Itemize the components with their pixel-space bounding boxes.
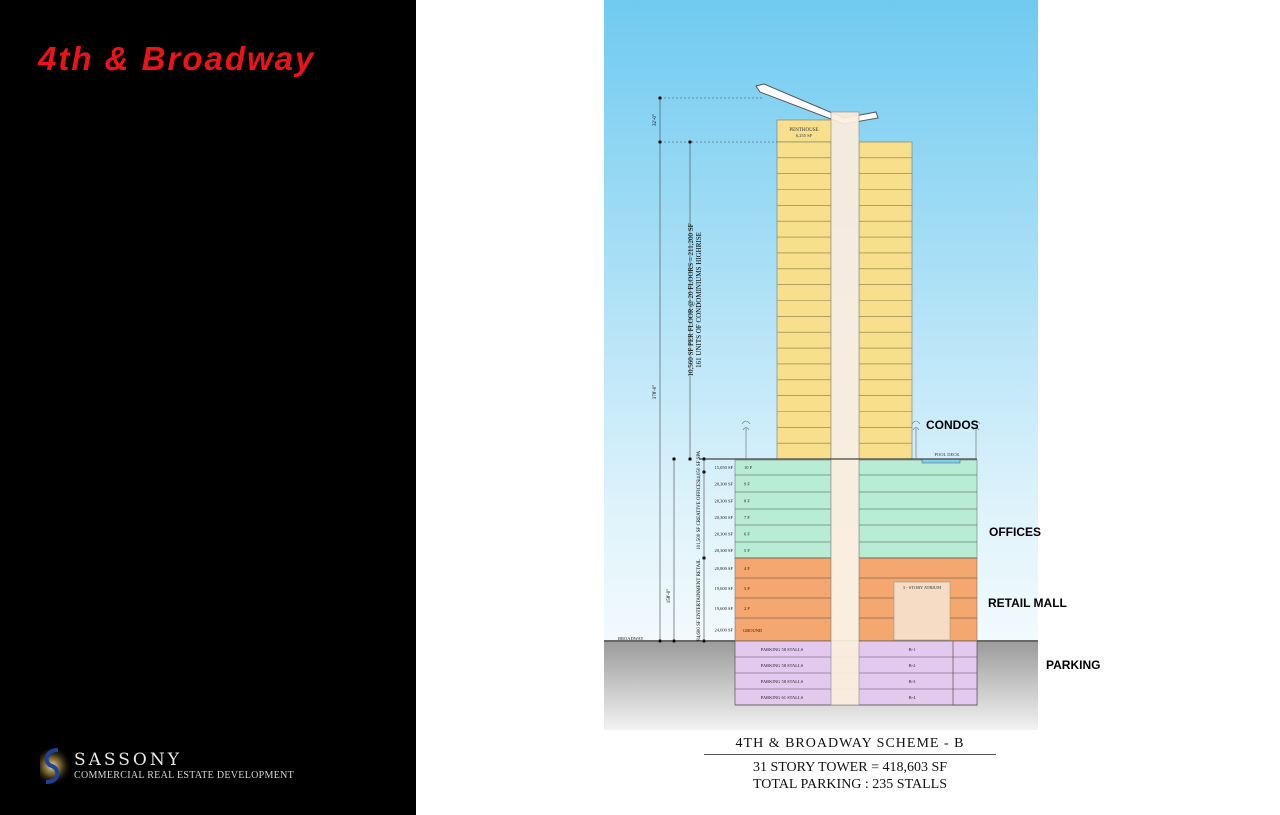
floor-number-label: 2 F (744, 606, 750, 611)
page-title: 4th & Broadway (38, 40, 316, 77)
floor-area-label: 19,600 SF (714, 606, 733, 611)
zone-label-condos: CONDOS (926, 418, 979, 432)
floor-area-label: 20,300 SF (714, 481, 733, 487)
parking-level-label: B-2 (908, 663, 916, 668)
floor-area-label: 20,800 SF (714, 566, 733, 571)
floor-area-label: 19,600 SF (714, 586, 733, 591)
parking-level-label: B-4 (908, 695, 916, 700)
scheme-caption (700, 736, 1000, 793)
parking-stalls-label: PARKING 58 STALLS (760, 663, 804, 668)
floor-area-label: 20,300 SF (714, 531, 733, 537)
parking-level-label: B-3 (908, 679, 916, 684)
parking-level-label: B-1 (908, 647, 916, 652)
pool-deck-label: POOL DECK (934, 452, 960, 457)
floor-number-label: 8 F (744, 498, 750, 504)
spa-note: 14,050 SF SPA (697, 450, 702, 482)
offices-note: 101,500 SF CREATIVE OFFICES (697, 480, 702, 550)
dim-base: 158'-0" (667, 588, 672, 604)
floor-area-label: 24,600 SF (714, 627, 733, 633)
caption-total-parking: TOTAL PARKING : 235 STALLS (752, 777, 948, 792)
floor-number-label: 5 F (744, 548, 750, 553)
penthouse-sf: 6,255 SF (795, 133, 813, 138)
parking-stalls-label: PARKING 61 STALLS (760, 695, 804, 700)
floor-area-label: 20,300 SF (714, 515, 733, 520)
floor-number-label: 6 F (744, 531, 750, 537)
dim-top: 32'-0" (653, 113, 658, 127)
atrium (894, 582, 950, 640)
floor-number-label: 4 F (744, 566, 750, 571)
parking-stalls-label: PARKING 58 STALLS (760, 679, 804, 684)
street-label: BROADWAY (618, 636, 644, 641)
zone-label-offices: OFFICES (989, 525, 1042, 539)
left-black-panel (0, 0, 416, 815)
caption-tower-area: 31 STORY TOWER = 418,603 SF (752, 760, 948, 775)
ground-floor-label: GROUND (743, 628, 763, 633)
parking-stalls-label: PARKING 58 STALLS (760, 647, 804, 652)
floor-number-label: 7 F (744, 515, 750, 520)
zone-label-retail-mall: RETAIL MALL (988, 596, 1067, 610)
floor-number-label: 3 F (744, 586, 750, 591)
condo-note-2: 161 UNITS OF CONDOMINIUMS HIGHRISE (695, 232, 703, 368)
floor-area-label: 20,300 SF (714, 498, 733, 504)
elevator-core (831, 112, 859, 705)
floor-number-label: 9 F (744, 481, 750, 487)
floor-area-label: 20,300 SF (714, 548, 733, 553)
floor-area-label: 15,050 SF (714, 465, 733, 470)
floor-number-label: 10 F (744, 465, 753, 470)
dim-overall: 378'-0" (653, 384, 658, 400)
retail-note: 84,600 SF ENTERTAINMENT RETAIL (697, 559, 702, 641)
logo-tagline: COMMERCIAL REAL ESTATE DEVELOPMENT (74, 770, 295, 781)
caption-title: 4TH & BROADWAY SCHEME - B (704, 736, 996, 755)
logo-name: SASSONY (74, 750, 182, 770)
zone-label-parking: PARKING (1046, 658, 1101, 672)
atrium-label: 3 - STORY ATRIUM (902, 585, 942, 590)
penthouse-label: PENTHOUSE (789, 128, 819, 133)
building-section-diagram (604, 0, 1038, 730)
condo-note-1: 10,560 SF PER FLOOR @ 20 FLOORS = 211,200 SF (687, 223, 695, 377)
